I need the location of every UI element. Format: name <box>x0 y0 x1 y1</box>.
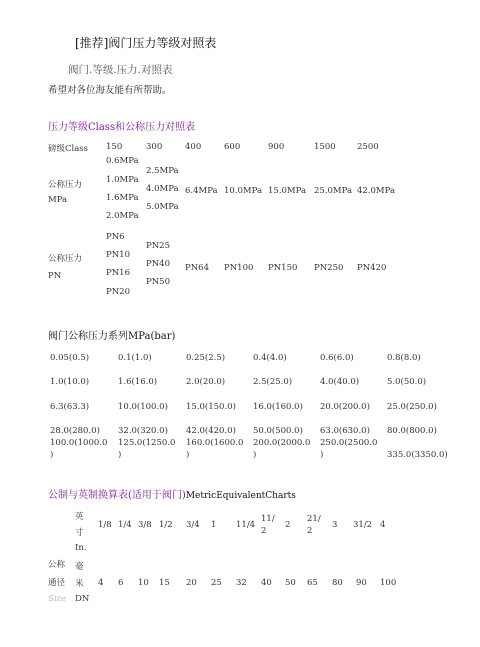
pn-150-2: PN16 <box>106 268 130 278</box>
section2-heading: 阀门公称压力系列MPa(bar) <box>48 331 176 342</box>
pn-2500: PN420 <box>357 263 387 273</box>
mm-80: 80 <box>332 578 343 588</box>
pressure-r5-c2-close: ) <box>118 450 122 460</box>
pn-300-2: PN50 <box>146 277 170 287</box>
class-900: 900 <box>268 142 285 152</box>
pressure-r2-c1: 1.0(10.0) <box>50 377 90 387</box>
class-header-label: 磅级Class <box>48 144 89 154</box>
section3-heading <box>48 486 296 501</box>
pressure-r5-c2: 125.0(1250.0 <box>118 438 176 448</box>
mm-100: 100 <box>380 578 397 588</box>
pressure-r5-c5-close: ) <box>320 450 324 460</box>
mm-label-3: DN <box>75 594 90 604</box>
mm-65: 65 <box>307 578 318 588</box>
pn-150-0: PN6 <box>106 232 125 242</box>
mpa-300-2: 5.0MPa <box>146 202 179 212</box>
pressure-r5-c1-close: ) <box>50 450 54 460</box>
page-title: [推荐]阀门压力等级对照表 <box>75 36 217 50</box>
inch-3: 3 <box>332 520 338 530</box>
mpa-1500: 25.0MPa <box>314 186 353 196</box>
inch-2-1-2-denominator: 2 <box>307 526 313 536</box>
intro-text: 希望对各位海友能有所帮助。 <box>48 85 172 96</box>
pressure-r1-c2: 0.1(1.0) <box>118 353 152 363</box>
pressure-r2-c4: 2.5(25.0) <box>253 377 293 387</box>
inch-1-2: 1/2 <box>159 520 173 530</box>
pressure-r1-c4: 0.4(4.0) <box>253 353 287 363</box>
inch-label-1: 英 <box>75 512 84 522</box>
mm-10: 10 <box>138 578 149 588</box>
class-600: 600 <box>224 142 241 152</box>
inch-label-3: In. <box>75 543 87 553</box>
pressure-r3-c1: 6.3(63.3) <box>50 402 90 412</box>
pressure-r4-c2: 32.0(320.0) <box>118 426 168 436</box>
class-1500: 1500 <box>314 142 336 152</box>
dia-label-3: Size <box>48 594 67 604</box>
mpa-150-1: 1.0MPa <box>106 175 139 185</box>
mpa-300-0: 2.5MPa <box>146 166 179 176</box>
pressure-r2-c6: 5.0(50.0) <box>387 377 427 387</box>
inch-3-1-2: 31/2 <box>353 520 373 530</box>
pn-150-1: PN10 <box>106 250 130 260</box>
pn-150-3: PN20 <box>106 287 130 297</box>
mm-32: 32 <box>236 578 247 588</box>
pn-label-2: PN <box>48 271 62 281</box>
section1-heading: 压力等级Class和公称压力对照表 <box>48 122 196 133</box>
pressure-r2-c2: 1.6(16.0) <box>118 377 158 387</box>
pressure-r5-c1: 100.0(1000.0 <box>50 438 108 448</box>
inch-4: 4 <box>380 520 386 530</box>
mpa-150-3: 2.0MPa <box>106 211 139 221</box>
pressure-r5-c4: 200.0(2000.0 <box>253 438 311 448</box>
pressure-r3-c3: 15.0(150.0) <box>186 402 236 412</box>
section3-heading-cn: 公制与英制换算表(适用于阀门) <box>48 490 186 501</box>
mpa-2500: 42.0MPa <box>357 186 396 196</box>
pressure-r4-c4: 50.0(500.0) <box>253 426 303 436</box>
class-400: 400 <box>185 142 202 152</box>
class-2500: 2500 <box>357 142 379 152</box>
pn-300-0: PN25 <box>146 241 170 251</box>
class-150: 150 <box>106 142 123 152</box>
pressure-r3-c5: 20.0(200.0) <box>320 402 370 412</box>
mpa-label-1: 公称压力 <box>48 180 83 190</box>
pn-300-1: PN40 <box>146 259 170 269</box>
inch-3-8: 3/8 <box>138 520 152 530</box>
pressure-r5-c6: 335.0(3350.0) <box>387 450 448 460</box>
pressure-r1-c6: 0.8(8.0) <box>387 353 421 363</box>
inch-2: 2 <box>285 520 291 530</box>
mpa-900: 15.0MPa <box>268 186 307 196</box>
dia-label-1: 公称 <box>48 560 66 570</box>
pressure-r4-c5: 63.0(630.0) <box>320 426 370 436</box>
mm-label-2: 米 <box>75 579 84 589</box>
mm-40: 40 <box>261 578 272 588</box>
mm-90: 90 <box>356 578 367 588</box>
pressure-r2-c3: 2.0(20.0) <box>186 377 226 387</box>
mm-50: 50 <box>285 578 296 588</box>
pressure-r5-c4-close: ) <box>253 450 257 460</box>
mpa-400: 6.4MPa <box>185 186 218 196</box>
section3-heading-en: MetricEquivalentCharts <box>185 491 296 501</box>
pn-1500: PN250 <box>314 263 344 273</box>
pn-600: PN100 <box>224 263 254 273</box>
pn-label-1: 公称压力 <box>48 254 83 264</box>
pressure-r5-c5: 250.0(2500.0 <box>320 438 378 448</box>
mpa-150-0: 0.6MPa <box>106 156 139 166</box>
pressure-r4-c1: 28.0(280.0) <box>50 426 100 436</box>
pressure-r5-c3-close: ) <box>186 450 190 460</box>
mm-label-1: 毫 <box>75 562 84 572</box>
mm-15: 15 <box>159 578 170 588</box>
mpa-label-2: MPa <box>48 195 68 205</box>
mm-6: 6 <box>118 578 124 588</box>
pressure-r1-c1: 0.05(0.5) <box>50 353 90 363</box>
mpa-300-1: 4.0MPa <box>146 184 179 194</box>
mm-20: 20 <box>186 578 197 588</box>
inch-1-4: 1/4 <box>118 520 132 530</box>
page-subtitle: 阀门.等级.压力.对照表 <box>68 64 173 76</box>
mm-4: 4 <box>98 578 104 588</box>
pressure-r1-c3: 0.25(2.5) <box>186 353 226 363</box>
inch-1-1-2: 11/ <box>261 514 275 524</box>
inch-2-1-2: 21/ <box>307 514 321 524</box>
pn-400: PN64 <box>185 263 209 273</box>
inch-label-2: 寸 <box>75 528 84 538</box>
inch-1-8: 1/8 <box>98 520 112 530</box>
pressure-r4-c3: 42.0(420.0) <box>186 426 236 436</box>
mm-25: 25 <box>211 578 222 588</box>
pressure-r5-c3: 160.0(1600.0 <box>186 438 244 448</box>
pressure-r3-c6: 25.0(250.0) <box>387 402 437 412</box>
pressure-r3-c2: 10.0(100.0) <box>118 402 168 412</box>
inch-1: 1 <box>211 520 217 530</box>
mpa-600: 10.0MPa <box>224 186 263 196</box>
inch-1-1-2-denominator: 2 <box>261 526 267 536</box>
pressure-r1-c5: 0.6(6.0) <box>320 353 354 363</box>
inch-3-4: 3/4 <box>186 520 200 530</box>
pressure-r4-c6: 80.0(800.0) <box>387 426 437 436</box>
inch-1-1-4: 11/4 <box>236 520 256 530</box>
dia-label-2: 通径 <box>48 578 66 588</box>
pn-900: PN150 <box>268 263 298 273</box>
pressure-r3-c4: 16.0(160.0) <box>253 402 303 412</box>
class-300: 300 <box>146 142 163 152</box>
pressure-r2-c5: 4.0(40.0) <box>320 377 360 387</box>
mpa-150-2: 1.6MPa <box>106 193 139 203</box>
